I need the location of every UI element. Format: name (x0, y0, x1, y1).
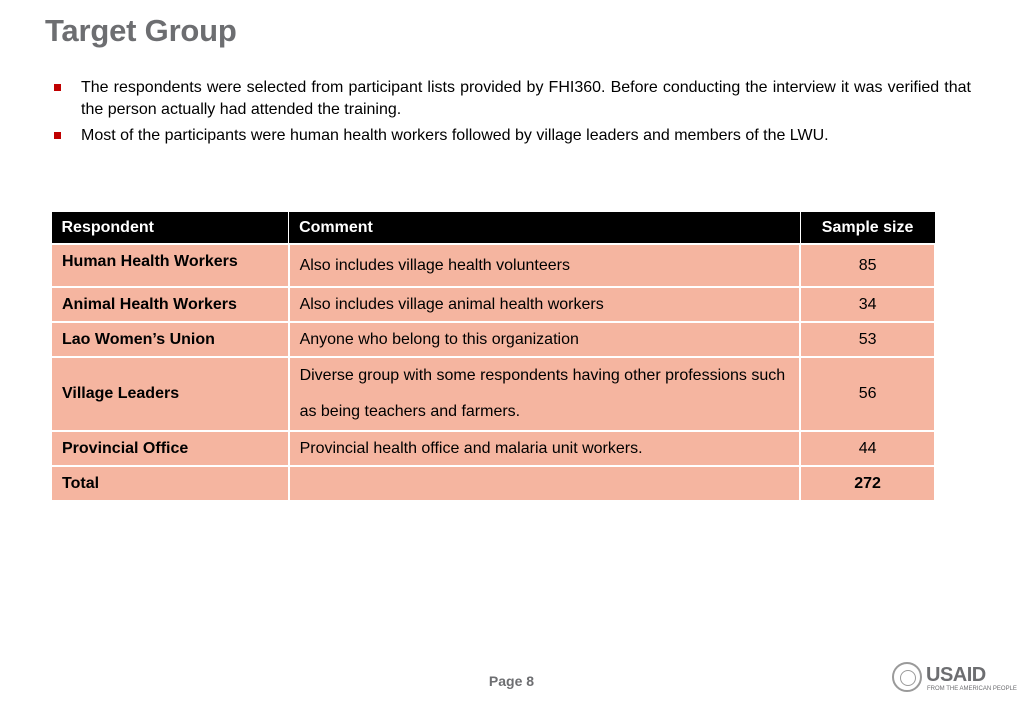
page-number: Page 8 (488, 673, 535, 689)
respondent-cell: Animal Health Workers (51, 287, 289, 322)
header-comment: Comment (289, 212, 801, 245)
logo-tagline: FROM THE AMERICAN PEOPLE (927, 686, 1017, 692)
table-row-total (51, 466, 935, 501)
table-header-row (51, 212, 935, 245)
target-group-table (50, 211, 936, 502)
comment-cell: Anyone who belong to this organization (289, 322, 801, 357)
square-bullet-icon (54, 84, 61, 91)
comment-cell: Diverse group with some respondents having other professions such as being teachers and farmers. (289, 357, 801, 431)
total-size-cell: 272 (800, 466, 935, 501)
usaid-logo (892, 661, 1017, 697)
header-sample-size: Sample size (800, 212, 935, 245)
header-respondent: Respondent (51, 212, 289, 245)
sample-size-cell: 34 (800, 287, 935, 322)
table-row (51, 287, 935, 322)
comment-cell: Also includes village health volunteers (289, 244, 801, 287)
respondent-cell: Lao Women’s Union (51, 322, 289, 357)
logo-wordmark: USAID (926, 664, 986, 686)
bullet-item (54, 125, 971, 147)
comment-cell (289, 466, 801, 501)
sample-size-cell: 85 (800, 244, 935, 287)
respondent-cell: Human Health Workers (51, 244, 289, 287)
sample-size-cell: 53 (800, 322, 935, 357)
bullet-text: Most of the participants were human health workers followed by village leaders and members of the LWU. (81, 127, 829, 144)
table-row (51, 357, 935, 431)
table-row (51, 244, 935, 287)
table-row (51, 431, 935, 466)
table-row (51, 322, 935, 357)
respondent-cell: Village Leaders (51, 357, 289, 431)
bullet-list (54, 77, 971, 151)
bullet-text: The respondents were selected from participant lists provided by FHI360. Before conducting the interview it was verified that the person actually had attended the training. (81, 79, 971, 118)
page-title: Target Group (45, 13, 237, 48)
comment-cell: Provincial health office and malaria unit workers. (289, 431, 801, 466)
usaid-seal-icon (892, 662, 922, 692)
sample-size-cell: 56 (800, 357, 935, 431)
total-label-cell: Total (51, 466, 289, 501)
square-bullet-icon (54, 132, 61, 139)
comment-cell: Also includes village animal health workers (289, 287, 801, 322)
bullet-item (54, 77, 971, 121)
sample-size-cell: 44 (800, 431, 935, 466)
respondent-cell: Provincial Office (51, 431, 289, 466)
